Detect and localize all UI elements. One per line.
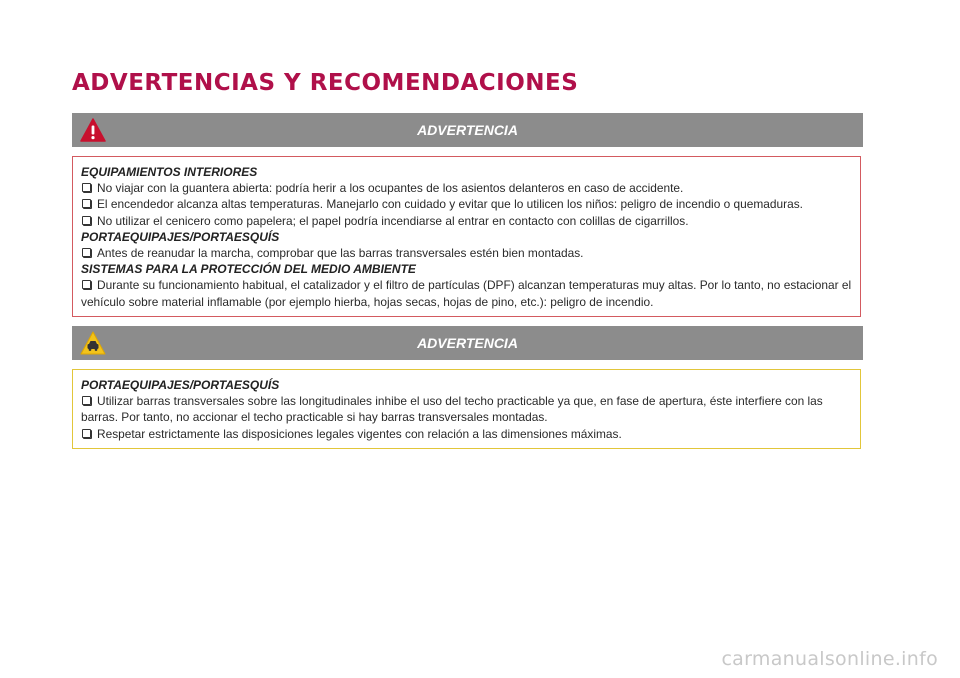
section-heading: EQUIPAMIENTOS INTERIORES (81, 165, 258, 179)
warning-banner-1 (72, 113, 863, 147)
section-heading: SISTEMAS PARA LA PROTECCIÓN DEL MEDIO AMBIENTE (81, 262, 416, 277)
list-item (81, 393, 853, 425)
section-heading: PORTAEQUIPAJES/PORTAESQUÍS (81, 229, 280, 244)
item-text: Respetar estrictamente las disposiciones legales vigentes con relación a las dimensiones máximas. (97, 426, 622, 441)
list-item (81, 180, 853, 196)
checkbox-bullet-icon (82, 199, 91, 208)
checkbox-bullet-icon (82, 429, 91, 438)
list-item (81, 426, 853, 442)
checkbox-bullet-icon (82, 280, 91, 289)
warning-box-2 (72, 369, 861, 449)
section-heading: PORTAEQUIPAJES/PORTAESQUÍS (81, 378, 280, 392)
list-item (81, 277, 853, 309)
banner-title: ADVERTENCIA (417, 335, 518, 351)
warning-banner-2 (72, 326, 863, 360)
list-item (81, 196, 853, 212)
item-text: Utilizar barras transversales sobre las longitudinales inhibe el uso del techo practicable ya que, en fase de apertura, éste interfiere con las barras. Por tanto, no accionar el techo practicable si hay barras transversales montadas. (81, 394, 823, 425)
item-text: El encendedor alcanza altas temperaturas. Manejarlo con cuidado y evitar que lo utilicen los niños: peligro de incendio o quemaduras. (97, 197, 803, 212)
checkbox-bullet-icon (82, 248, 91, 257)
item-text: No utilizar el cenicero como papelera; el papel podría incendiarse al entrar en contacto con colillas de cigarrillos. (97, 213, 689, 228)
list-item (81, 213, 853, 229)
checkbox-bullet-icon (82, 396, 91, 405)
warning-box-1 (72, 156, 861, 317)
item-text: No viajar con la guantera abierta: podría herir a los ocupantes de los asientos delanteros en caso de accidente. (97, 181, 684, 196)
checkbox-bullet-icon (82, 183, 91, 192)
list-item (81, 245, 853, 261)
checkbox-bullet-icon (82, 216, 91, 225)
page-title: ADVERTENCIAS Y RECOMENDACIONES (72, 70, 579, 96)
item-text: Durante su funcionamiento habitual, el catalizador y el filtro de partículas (DPF) alcanzan temperaturas muy altas. Por lo tanto, no estacionar el vehículo sobre material inflamable (por ejemplo hierba, hojas secas, hojas de pino, etc.): peligro de incendio. (81, 278, 852, 309)
watermark: carmanualsonline.info (721, 648, 938, 670)
banner-title: ADVERTENCIA (417, 122, 518, 138)
item-text: Antes de reanudar la marcha, comprobar que las barras transversales estén bien montadas. (97, 246, 584, 261)
